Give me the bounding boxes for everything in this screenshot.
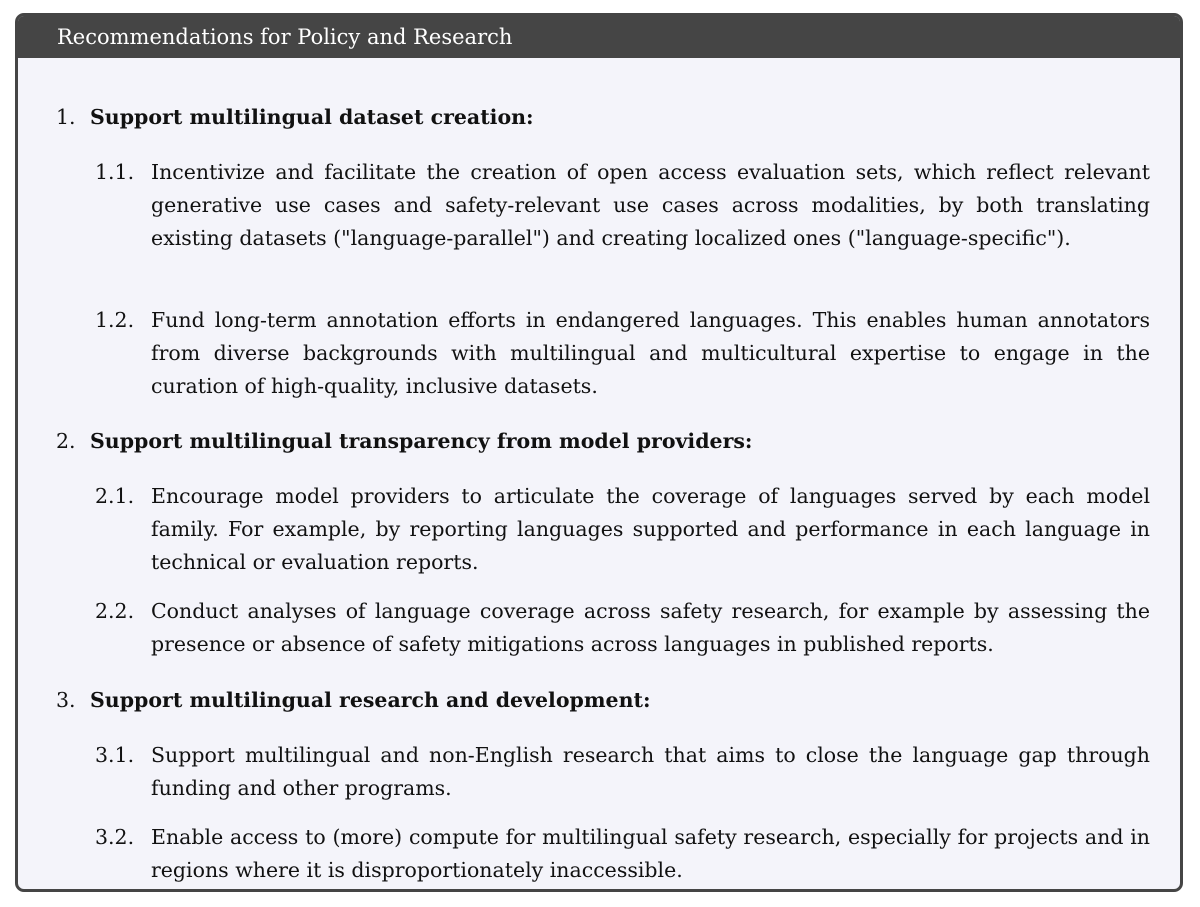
section-research-development (18, 684, 1180, 882)
item-number: 3.2. (95, 825, 135, 849)
list-item (18, 480, 1180, 579)
section-title: Support multilingual transparency from model providers: (90, 429, 753, 453)
section-number: 2. (56, 429, 76, 453)
section-title: Support multilingual research and development: (90, 688, 651, 712)
section-number: 3. (56, 688, 76, 712)
list-item (18, 739, 1180, 805)
section-number: 1. (56, 105, 76, 129)
item-text: Conduct analyses of language coverage across safety research, for example by assessing the presence or absence of safety mitigations across languages in published reports. (151, 599, 1150, 656)
section-title: Support multilingual dataset creation: (90, 105, 534, 129)
box-title: Recommendations for Policy and Research (18, 16, 1180, 58)
section-heading (18, 425, 1180, 458)
item-text: Enable access to (more) compute for multilingual safety research, especially for projects and in regions where it is disproportionately inaccessible. (151, 825, 1150, 882)
item-text: Encourage model providers to articulate the coverage of languages served by each model family. For example, by reporting languages supported and performance in each language in technical or evaluation reports. (151, 484, 1150, 574)
list-item (18, 595, 1180, 661)
recommendations-box (15, 13, 1183, 892)
item-number: 2.2. (95, 599, 135, 623)
list-item (18, 304, 1180, 403)
section-heading (18, 101, 1180, 134)
item-text: Incentivize and facilitate the creation of open access evaluation sets, which reflect relevant generative use cases and safety-relevant use cases across modalities, by both translating existing datasets ("language-parallel") and creating localized ones ("language-specific"). (151, 160, 1150, 250)
item-number: 1.2. (95, 308, 135, 332)
item-number: 3.1. (95, 743, 135, 767)
section-transparency (18, 425, 1180, 656)
item-number: 1.1. (95, 160, 135, 184)
item-text: Fund long-term annotation efforts in endangered languages. This enables human annotators from diverse backgrounds with multilingual and multicultural expertise to engage in the curation of high-quality, inclusive datasets. (151, 308, 1150, 398)
section-heading (18, 684, 1180, 717)
item-number: 2.1. (95, 484, 135, 508)
section-dataset-creation (18, 101, 1180, 398)
item-text: Support multilingual and non-English research that aims to close the language gap through funding and other programs. (151, 743, 1150, 800)
list-item (18, 156, 1180, 255)
list-item (18, 821, 1180, 887)
